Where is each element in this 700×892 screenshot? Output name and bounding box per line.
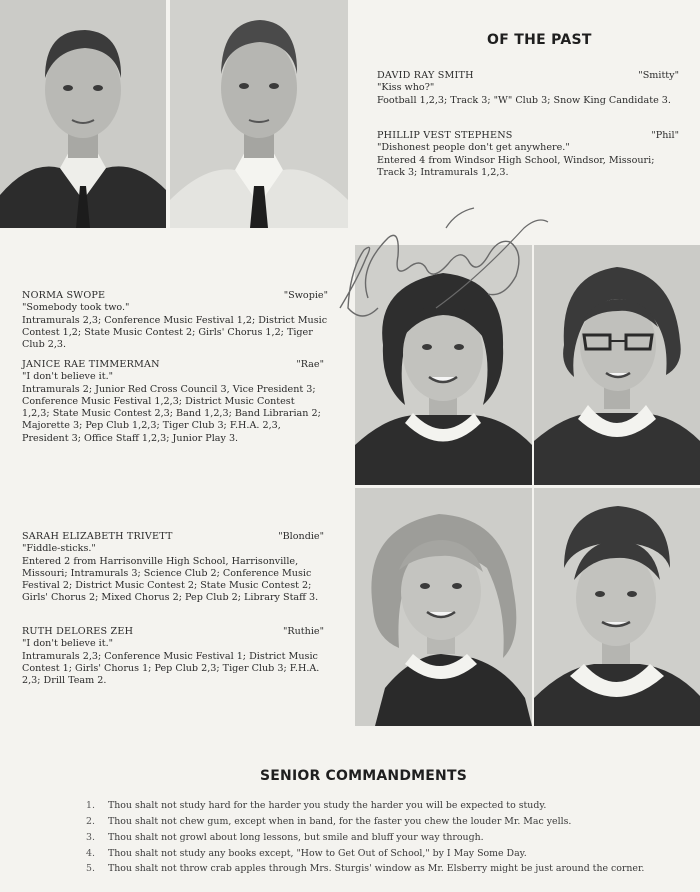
list-item: [86, 814, 646, 830]
student-activities: Football 1,2,3; Track 3; "W" Club 3; Snow King Candidate 3.: [377, 94, 671, 106]
commandments-title: SENIOR COMMANDMENTS: [260, 768, 467, 784]
student-name: JANICE RAE TIMMERMAN: [22, 359, 160, 370]
portrait-phillip-vest-stephens: [170, 0, 348, 228]
list-item: [86, 830, 646, 846]
student-quote: "I don't believe it.": [22, 371, 114, 383]
commandments-list: [86, 798, 646, 876]
portrait-janice-rae-timmerman: [534, 245, 700, 485]
portrait-ruth-delores-zeh: [534, 488, 700, 726]
student-name: SARAH ELIZABETH TRIVETT: [22, 531, 173, 542]
entry-sarah-elizabeth-trivett: [22, 531, 324, 605]
item-number: 5.: [86, 863, 95, 874]
entry-david-ray-smith: [377, 70, 679, 107]
item-number: 3.: [86, 832, 95, 843]
student-nickname: "Rae": [296, 359, 324, 370]
entry-norma-swope: [22, 290, 328, 351]
item-text: Thou shalt not study any books except, "How to Get Out of School," by I May Some Day.: [108, 848, 527, 859]
list-item: [86, 846, 646, 862]
portrait-sarah-elizabeth-trivett: [355, 488, 532, 726]
student-activities: Entered 2 from Harrisonville High School, Harrisonville, Missouri; Intramurals 3; Science Club 2; Conference Music Festival 2; District Music Contest 2; State Music Contest 2; Girls' Chorus 2; Mixed Chorus 2; Pep Club 2; Library Staff 3.: [22, 555, 319, 604]
student-activities: Intramurals 2; Junior Red Cross Council 3, Vice President 3; Conference Music Festival 1,2,3; District Music Contest 1,2,3; State Music Contest 2,3; Band 1,2,3; Band Librarian 2; Majorette 3; Pep Club 1,2,3; Tiger Club 3; F.H.A. 2,3, President 3; Office Staff 1,2,3; Junior Play 3.: [22, 383, 321, 444]
student-name: DAVID RAY SMITH: [377, 70, 474, 81]
student-nickname: "Ruthie": [282, 626, 324, 637]
item-text: Thou shalt not growl about long lessons, but smile and bluff your way through.: [108, 832, 484, 843]
list-item: [86, 862, 668, 876]
item-number: 2.: [86, 816, 95, 827]
entry-phillip-vest-stephens: [377, 130, 679, 179]
item-text: Thou shalt not chew gum, except when in band, for the faster you chew the louder Mr. Mac yells.: [108, 816, 572, 827]
student-nickname: "Smitty": [638, 70, 679, 81]
item-number: 4.: [86, 848, 95, 859]
student-name: PHILLIP VEST STEPHENS: [377, 130, 513, 141]
student-nickname: "Swopie": [283, 290, 328, 301]
section-title: OF THE PAST: [487, 32, 592, 48]
item-text: Thou shalt not study hard for the harder you study the harder you will be expected to study.: [108, 800, 547, 811]
portrait-david-ray-smith: [0, 0, 166, 228]
student-name: RUTH DELORES ZEH: [22, 626, 134, 637]
student-activities: Intramurals 2,3; Conference Music Festival 1,2; District Music Contest 1,2; State Music Contest 2; Girls' Chorus 1,2; Tiger Club 2,3.: [22, 314, 328, 351]
portrait-norma-swope: [355, 245, 532, 485]
student-name: NORMA SWOPE: [22, 290, 106, 301]
student-activities: Intramurals 2,3; Conference Music Festival 1; District Music Contest 1; Girls' Chorus 1; Pep Club 2,3; Tiger Club 3; F.H.A. 2,3; Drill Team 2.: [22, 650, 320, 687]
student-quote: "Fiddle-sticks.": [22, 543, 96, 555]
student-quote: "I don't believe it.": [22, 638, 114, 650]
item-number: 1.: [86, 800, 95, 811]
entry-janice-rae-timmerman: [22, 359, 324, 445]
student-nickname: "Phil": [651, 130, 679, 141]
student-quote: "Kiss who?": [377, 82, 435, 94]
list-item: [86, 798, 646, 814]
entry-ruth-delores-zeh: [22, 626, 324, 687]
student-activities: Entered 4 from Windsor High School, Windsor, Missouri; Track 3; Intramurals 1,2,3.: [377, 154, 655, 178]
student-nickname: "Blondie": [278, 531, 324, 542]
item-text: Thou shalt not throw crab apples through Mrs. Sturgis' window as Mr. Elsberry might be just around the corner.: [108, 863, 645, 874]
student-quote: "Somebody took two.": [22, 302, 130, 314]
student-quote: "Dishonest people don't get anywhere.": [377, 142, 570, 154]
